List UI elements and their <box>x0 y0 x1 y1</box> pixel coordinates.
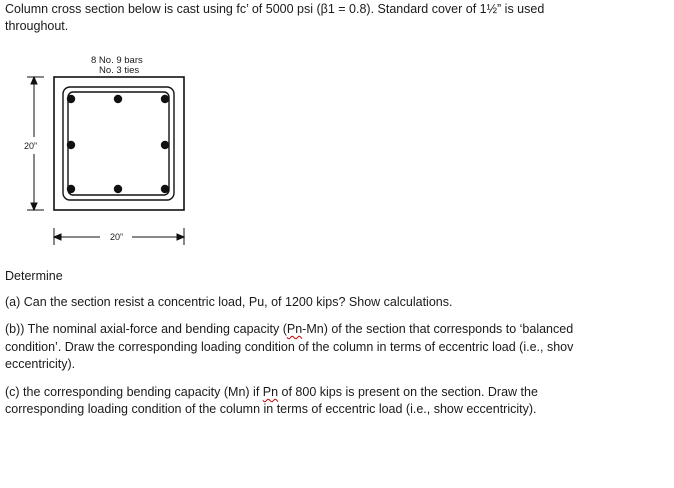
rebar-group <box>67 95 169 193</box>
rebar <box>114 95 122 103</box>
rebar <box>161 141 169 149</box>
part-b-line-1: (b)) The nominal axial-force and bending capacity (Pn-Mn) of the section that corresponds to ‘balanced <box>5 322 574 336</box>
rebar <box>67 185 75 193</box>
height-dimension-label: 20” <box>24 141 38 151</box>
rebar <box>67 95 75 103</box>
intro-line-2: throughout. <box>5 19 69 33</box>
part-b-line-2: condition’. Draw the corresponding loading condition of the column in terms of eccentric load (i.e., shov <box>5 340 574 354</box>
bars-label: 8 No. 9 bars <box>91 55 143 66</box>
spellcheck-word: Pn <box>262 385 279 399</box>
determine-heading: Determine <box>5 269 63 283</box>
tie-inner <box>68 92 169 195</box>
part-c-line-1: (c) the corresponding bending capacity (Mn) if Pn of 800 kips is present on the section. Draw the <box>5 385 538 399</box>
part-c-line-2: corresponding loading condition of the column in terms of eccentric load (i.e., show eccentricity). <box>5 402 537 416</box>
ties-label: No. 3 ties <box>99 65 140 76</box>
width-dimension-label: 20” <box>110 232 124 242</box>
rebar <box>67 141 75 149</box>
spellcheck-word: Pn <box>286 322 303 336</box>
rebar <box>161 185 169 193</box>
rebar <box>114 185 122 193</box>
rebar <box>161 95 169 103</box>
part-b-line-3: eccentricity). <box>5 357 76 371</box>
tie-outer <box>63 87 174 200</box>
intro-line-1: Column cross section below is cast using fc’ of 5000 psi (β1 = 0.8). Standard cover of 1½” is used <box>5 2 545 16</box>
part-a: (a) Can the section resist a concentric load, Pu, of 1200 kips? Show calculations. <box>5 295 453 309</box>
